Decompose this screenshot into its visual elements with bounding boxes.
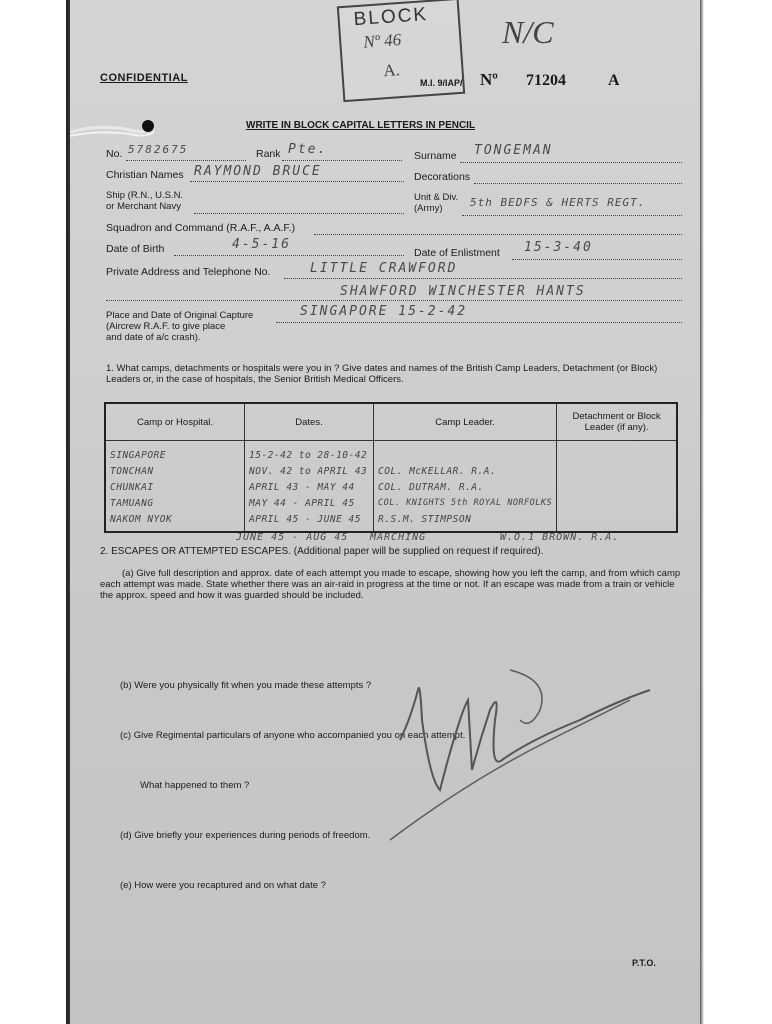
dob-label: Date of Birth: [106, 243, 165, 255]
camp-cell: SINGAPORE: [105, 441, 245, 464]
handwritten-nil-answer: [290, 660, 670, 860]
table-row: [105, 463, 677, 479]
block-leader-cell: [557, 441, 677, 464]
table-row: [105, 495, 677, 511]
camps-table: [104, 402, 678, 533]
scan-border-right: [700, 0, 772, 1024]
section2-heading: 2. ESCAPES OR ATTEMPTED ESCAPES. (Additional paper will be supplied on request if required).: [100, 546, 544, 557]
question-c-followup: What happened to them ?: [140, 780, 250, 791]
dates-cell: APRIL 45 - JUNE 45: [245, 511, 374, 532]
question-b: (b) Were you physically fit when you made these attempts ?: [120, 680, 372, 691]
ship-label-1: Ship (R.N., U.S.N.: [106, 190, 184, 201]
camp-cell: NAKOM NYOK: [105, 511, 245, 532]
rank-value: Pte.: [288, 142, 328, 157]
leader-cell: R.S.M. STIMPSON: [374, 511, 557, 532]
col-leader-header: Camp Leader.: [374, 403, 557, 441]
question-a: (a) Give full description and approx. date of each attempt you made to escape, showing how you left the camp, and from which camp each attempt was made. State whether there was an air-raid in progress at the time or not. If an escape was made from a train or vehicle the approx. speed and how it was guarded should be included.: [100, 568, 681, 601]
form-number-suffix: A: [608, 72, 620, 89]
overflow-leader: MARCHING: [370, 532, 427, 543]
question-c: (c) Give Regimental particulars of anyone who accompanied you on each attempt.: [120, 730, 466, 741]
form-number: 71204: [526, 72, 566, 89]
form-number-label: Nº: [480, 70, 498, 89]
table-row: [105, 479, 677, 495]
christian-names-label: Christian Names: [106, 169, 184, 181]
surname-label: Surname: [414, 150, 457, 162]
capture-label-3: and date of a/c crash).: [106, 332, 201, 343]
decorations-label: Decorations: [414, 171, 471, 183]
question-d: (d) Give briefly your experiences during periods of freedom.: [120, 830, 371, 841]
overflow-block-leader: W.O.1 BROWN. R.A.: [500, 532, 620, 543]
no-label: No.: [106, 148, 123, 160]
squadron-label: Squadron and Command (R.A.F., A.A.F.): [106, 222, 296, 234]
table-row: [105, 511, 677, 532]
block-leader-cell: [557, 479, 677, 495]
surname-value: TONGEMAN: [474, 143, 553, 158]
camp-cell: CHUNKAI: [105, 479, 245, 495]
form-page: [70, 0, 700, 1024]
leader-cell: [374, 441, 557, 464]
overflow-dates: JUNE 45 - AUG 45: [236, 532, 349, 543]
leader-cell: COL. DUTRAM. R.A.: [374, 479, 557, 495]
scan-border-left: [0, 0, 70, 1024]
leader-cell: COL. McKELLAR. R.A.: [374, 463, 557, 479]
camps-table-header: [105, 403, 677, 441]
enlistment-value: 15-3-40: [524, 240, 593, 255]
instruction-heading: WRITE IN BLOCK CAPITAL LETTERS IN PENCIL: [246, 120, 476, 131]
block-leader-cell: [557, 463, 677, 479]
dates-cell: NOV. 42 to APRIL 43: [245, 463, 374, 479]
camp-cell: TAMUANG: [105, 495, 245, 511]
form-reference: M.I. 9/IAP/: [420, 78, 463, 88]
col-camp-header: Camp or Hospital.: [105, 403, 245, 441]
dates-cell: 15-2-42 to 28-10-42: [245, 441, 374, 464]
leader-cell: COL. KNIGHTS 5th ROYAL NORFOLKS: [374, 495, 557, 511]
christian-names-value: RAYMOND BRUCE: [194, 164, 322, 179]
stamp-line-3: A.: [382, 60, 401, 81]
unit-label-1: Unit & Div.: [414, 192, 459, 203]
no-value: 5782675: [128, 143, 189, 156]
address-label: Private Address and Telephone No.: [106, 266, 271, 278]
block-leader-cell: [557, 495, 677, 511]
handwritten-mark: N/C: [502, 14, 554, 50]
col-dates-header: Dates.: [245, 403, 374, 441]
address-line-2: SHAWFORD WINCHESTER HANTS: [340, 284, 586, 299]
ship-label-2: or Merchant Navy: [106, 201, 181, 212]
rank-label: Rank: [256, 148, 281, 160]
table-row: [105, 441, 677, 464]
unit-label-2: (Army): [414, 203, 443, 214]
stamp-line-2: Nº 46: [362, 29, 402, 52]
classification-label: CONFIDENTIAL: [100, 72, 188, 84]
capture-label-1: Place and Date of Original Capture: [106, 310, 254, 321]
capture-value: SINGAPORE 15-2-42: [300, 304, 468, 319]
dates-cell: MAY 44 - APRIL 45: [245, 495, 374, 511]
col-block-header: Detachment or Block Leader (if any).: [557, 403, 677, 441]
camp-cell: TONCHAN: [105, 463, 245, 479]
stamp-line-1: BLOCK: [353, 4, 429, 31]
page-turn-label: P.T.O.: [632, 958, 656, 968]
question-e: (e) How were you recaptured and on what date ?: [120, 880, 326, 891]
unit-value: 5th BEDFS & HERTS REGT.: [470, 196, 646, 209]
address-line-1: LITTLE CRAWFORD: [310, 261, 458, 276]
section1-question: 1. What camps, detachments or hospitals were you in ? Give dates and names of the British Camp Leaders, Detachment (or Block) Leaders or, in the case of hospitals, the Senior British Medical Officers.: [106, 363, 658, 385]
capture-label-2: (Aircrew R.A.F. to give place: [106, 321, 226, 332]
dates-cell: APRIL 43 - MAY 44: [245, 479, 374, 495]
block-leader-cell: [557, 511, 677, 532]
enlistment-label: Date of Enlistment: [414, 247, 500, 259]
dob-value: 4-5-16: [232, 237, 291, 252]
treasury-tag-string: [70, 118, 156, 146]
